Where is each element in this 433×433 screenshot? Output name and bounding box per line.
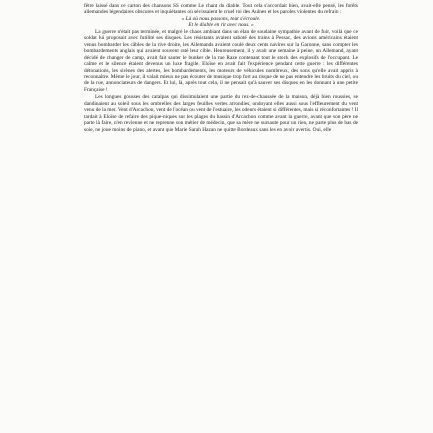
paragraph-1: fêtre laissé dans ce carton des chansons SS comme Le chant du diable. Tout cela s'accordait bien, avait-elle pensé, les forêts allemandes légendaires obscures et inquiétantes où sévissaient le cruel roi des Aulnes et les paroles violentes du refrain : (84, 3, 358, 16)
paragraph-3: Les longues gousses des catalpas qui dissimulaient une partie du rez-de-chaussée de la maison, déjà bien roussies, se dandinaient au soleil sous les ombrelles des larges feuilles vertes arrondies, ondoyant elles aussi sous l'effleurement du vent venu de la mer. Vent d'Arcachon, vent de l'océan ou vent de l'estuaire, les odeurs étaient si différentes, mais si réconfortantes ! Il tardait à Eloïse de refaire des pique-niques sur les plages du bassin d'Arcachon comme avant la guerre, avant que son père ne parte là faire, n'en revienne et ne reprenne son métier de médecin, que sa mère ne sursaute pour un rien, ne parte plus de bas de soie, ne joue moins de piano, et avant que Marie Sarah Hazan ne quitte Bordeaux sans les en avoir avertis. Oui, elle (84, 94, 358, 133)
verse-line-2: Et le diable en rit avec nous. » (188, 22, 254, 29)
paragraph-2: La guerre n'était pas terminée, et malgré le chaos ambiant dans un élan de soudaine sympathie avant de fuir, voilà que ce soldat lui proposait avec futilité ses disques. Les résistants avaient saboté des trains à Pessac, des avions américains étaient venus bombarder les câbles de la rive droite, les Allemands avaient coulé deux cents navires sur la Garonne, sans compter les bombardements anglais qui avaient souvent raté leur cible. Heureusement, il y avait une semaine à peine, un Allemand, ayant décidé de changer de camp, avait fait sauter le bunker de la rue Raze contenant tout le stock des explosifs de l'occupant. Le calme et le silence étaient devenus un luxe fragile. Eloïse en avait fait l'expérience pendant cette guerre : les différentes détonations, les sirènes des alertes, les bombardements, les moteurs de véhicules nombreux, des sons qu'elle avait appris à reconnaître. Même le jour, il valait mieux ne pas écouter de musique trop fort au risque de ne pas entendre les bruits du ciel, ou de la rue, annonciateurs de dangers. Et lui, là, après tout cela, il ne pensait qu'à sauver ses disques en les donnant à une petite Française ! (84, 28, 358, 93)
verse-line-1: « Là où nous passons, tout s'écroule. (181, 15, 261, 22)
document-text (84, 3, 358, 133)
